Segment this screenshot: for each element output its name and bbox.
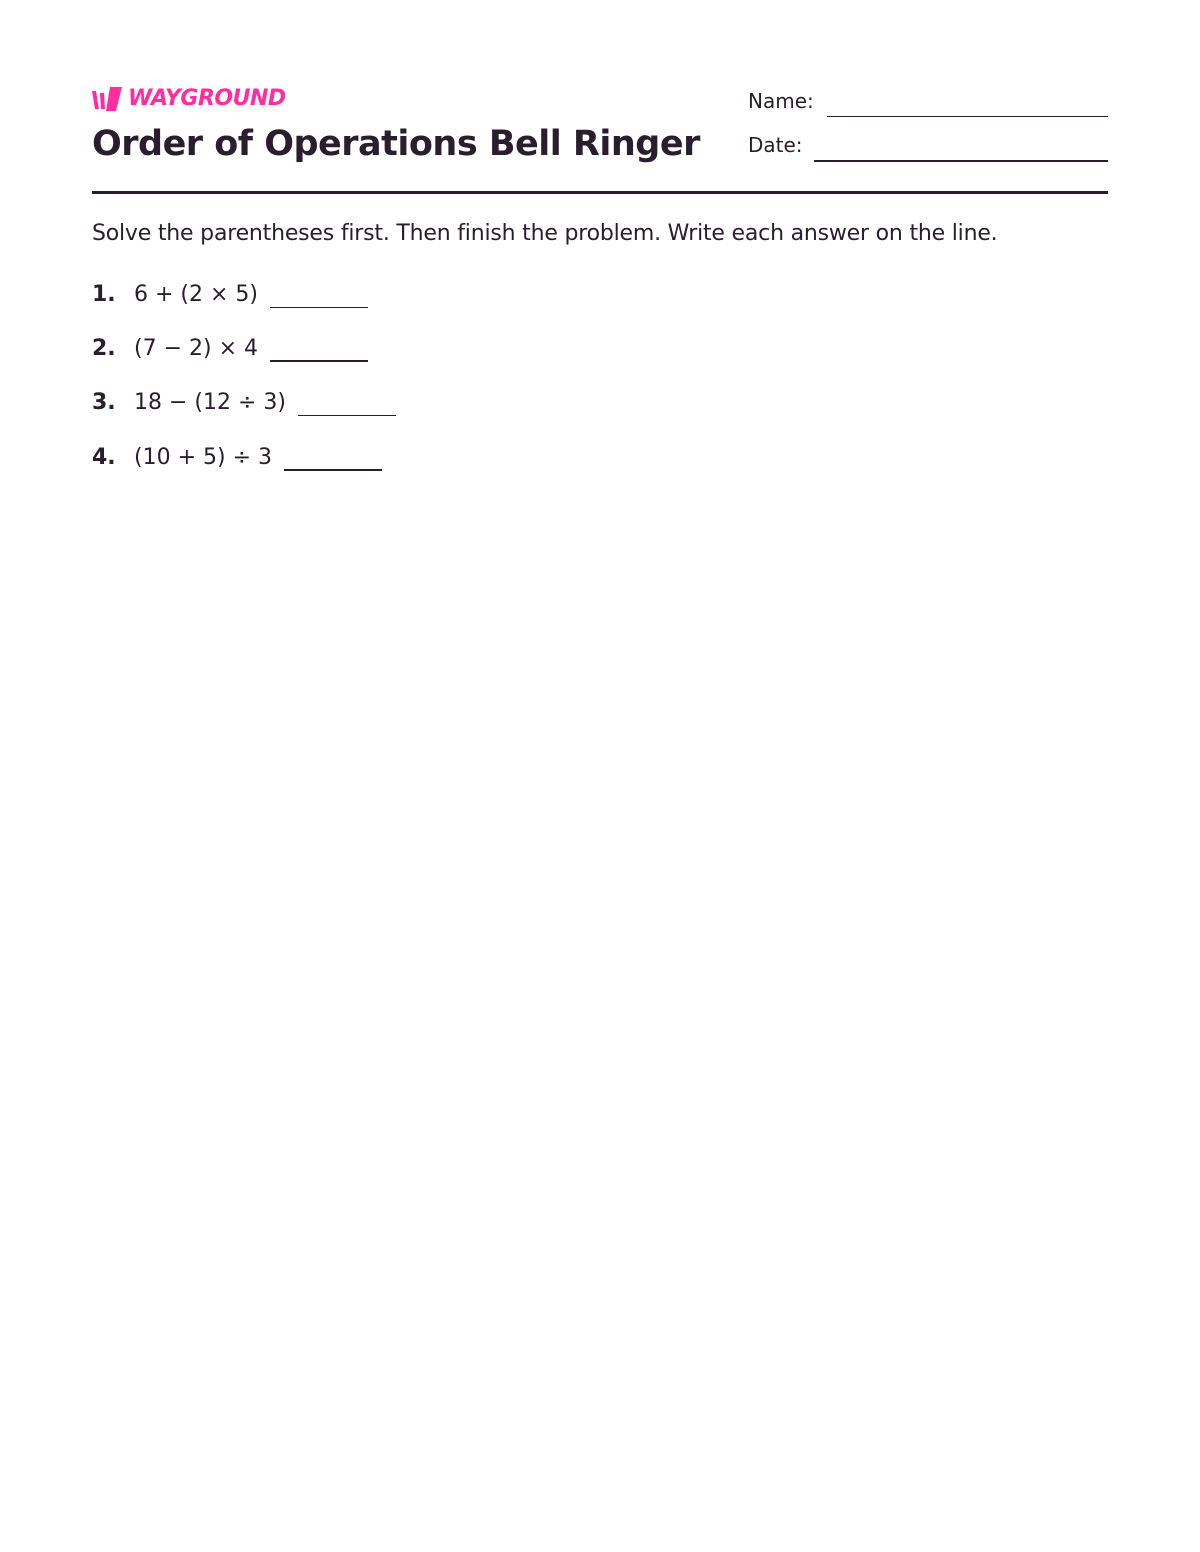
answer-line[interactable] xyxy=(284,469,382,471)
header-divider xyxy=(92,191,1108,194)
name-label: Name: xyxy=(748,89,814,113)
answer-line[interactable] xyxy=(270,307,368,308)
problem-expression: (10 + 5) ÷ 3 xyxy=(134,445,272,470)
problem-item xyxy=(92,388,396,418)
problem-number: 3. xyxy=(92,390,116,415)
answer-line[interactable] xyxy=(298,415,396,416)
problem-number: 1. xyxy=(92,282,116,307)
date-input-line[interactable] xyxy=(814,160,1108,162)
answer-line[interactable] xyxy=(270,360,368,362)
name-input-line[interactable] xyxy=(827,116,1108,117)
instructions-text: Solve the parentheses first. Then finish the problem. Write each answer on the line. xyxy=(92,221,998,246)
wayground-logo-icon xyxy=(92,87,124,111)
page-title: Order of Operations Bell Ringer xyxy=(92,124,700,164)
logo-wordmark: WAYGROUND xyxy=(128,86,286,111)
date-field xyxy=(748,132,803,158)
problem-expression: (7 − 2) × 4 xyxy=(134,336,258,361)
name-field xyxy=(748,88,814,114)
problem-expression: 6 + (2 × 5) xyxy=(134,282,258,307)
problem-expression: 18 − (12 ÷ 3) xyxy=(134,390,286,415)
date-label: Date: xyxy=(748,133,803,157)
brand-logo xyxy=(92,86,286,112)
problem-item xyxy=(92,443,382,473)
problem-item xyxy=(92,334,368,364)
problem-number: 4. xyxy=(92,445,116,470)
problem-item xyxy=(92,280,368,310)
problem-number: 2. xyxy=(92,336,116,361)
